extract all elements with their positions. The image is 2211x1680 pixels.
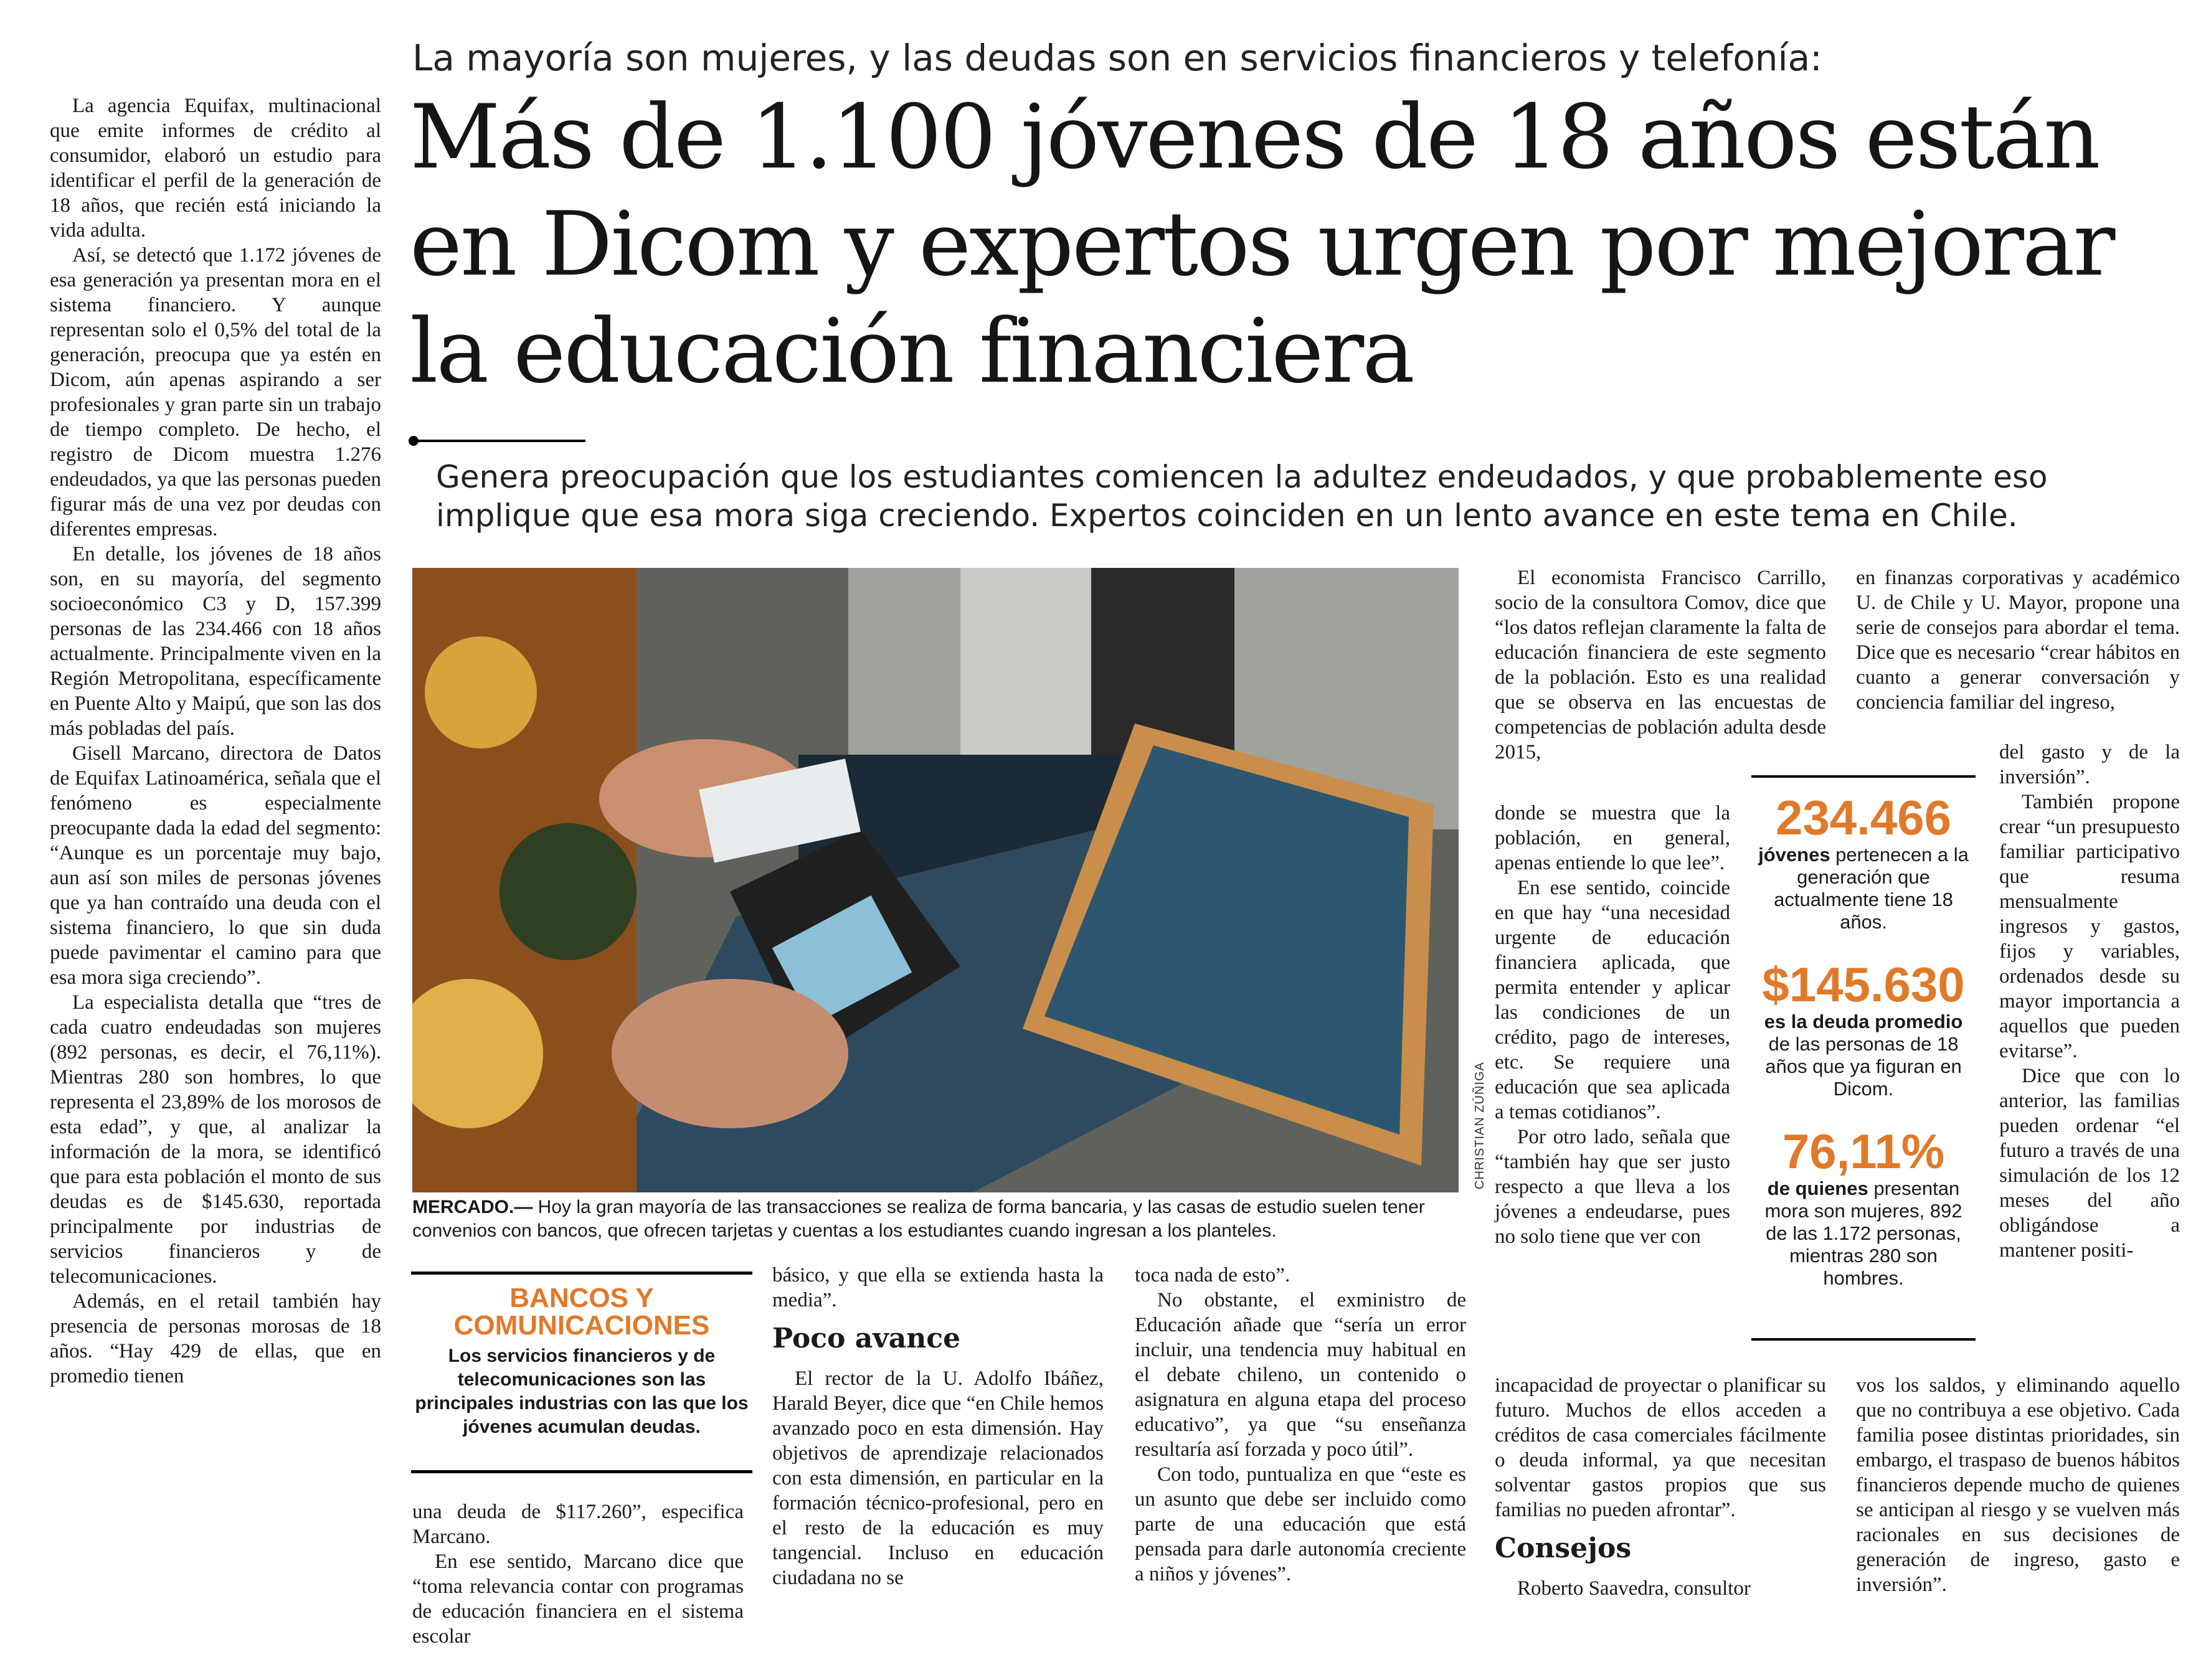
paragraph: Además, en el retail también hay presencia de personas morosas de 18 años. “Hay 429 de ellas, que en promedio tienen xyxy=(50,1290,381,1387)
paragraph: toca nada de esto”. xyxy=(1135,1264,1290,1286)
paragraph: En ese sentido, Marcano dice que “toma relevancia contar con programas de educación financiera en el sistema escolar xyxy=(412,1550,744,1648)
stat-item xyxy=(1751,1125,1976,1290)
paragraph: También propone crear “un presupuesto familiar participativo que resuma mensualmente ingresos y gastos, fijos y variables, ordenados desde su mayor importancia a aquellos que pueden evitarse”. xyxy=(1999,791,2180,1062)
stat-text-bold: jóvenes xyxy=(1758,844,1830,866)
paragraph: básico, y que ella se extienda hasta la media”. xyxy=(772,1264,1104,1311)
paragraph: En ese sentido, coincide en que hay “una necesidad urgente de educación financiera aplicada, que permita entender y aplicar las condiciones de un crédito, pago de intereses, etc. Se requiere una educación que sea aplicada a temas cotidianos”. xyxy=(1495,877,1730,1123)
stat-text xyxy=(1751,844,1976,933)
stat-text-body: de las personas de 18 años que ya figuran en Dicom. xyxy=(1765,1033,1962,1100)
kicker: La mayoría son mujeres, y las deudas son en servicios financieros y telefonía: xyxy=(412,37,1822,79)
stat-text xyxy=(1751,1177,1976,1290)
column-6-bottom xyxy=(1856,1373,2180,1597)
column-6-top xyxy=(1856,565,2180,715)
info-box xyxy=(411,1272,752,1473)
market-photo-illustration xyxy=(412,568,1459,1192)
stats-box xyxy=(1751,775,1976,1341)
paragraph: No obstante, el exministro de Educación añade que “sería un error incluir, una tendencia muy habitual en el debate chileno, un contenido o asignatura en alguna etapa del proceso educativo”, ya que “su enseñanza resultaría así forzada y poco útil”. xyxy=(1135,1289,1466,1461)
stat-item xyxy=(1751,958,1976,1100)
stat-text-body: presentan mora son mujeres, 892 de las 1.172 personas, mientras 280 son hombres. xyxy=(1764,1177,1962,1289)
stat-text-body: pertenecen a la generación que actualmente tiene 18 años. xyxy=(1774,844,1969,933)
stat-text-bold: de quienes xyxy=(1767,1177,1868,1199)
photo-caption xyxy=(412,1196,1465,1243)
section-heading: Consejos xyxy=(1495,1532,1632,1564)
column-5-top xyxy=(1495,565,1826,765)
paragraph: Así, se detectó que 1.172 jóvenes de esa generación ya presentan mora en el sistema financiero. Y aunque representan solo el 0,5% del total de la generación, preocupa que ya estén en Dicom, aún apenas aspirando a ser profesionales y gran parte sin un trabajo de tiempo completo. De hecho, el registro de Dicom muestra 1.276 endeudados, ya que las personas pueden figurar más de una vez por deudas con diferentes empresas. xyxy=(50,244,381,540)
caption-text: Hoy la gran mayoría de las transacciones se realiza de forma bancaria, y las casas de estudio suelen tener convenios con bancos, que ofrecen tarjetas y cuentas a los estudiantes cuando ingresan a los planteles. xyxy=(412,1197,1425,1241)
paragraph: Dice que con lo anterior, las familias pueden ordenar “el futuro a través de una simulación de los 12 meses del año obligándose a mantener positi- xyxy=(1999,1065,2180,1262)
stat-item xyxy=(1751,791,1976,933)
paragraph: En detalle, los jóvenes de 18 años son, en su mayoría, del segmento socioeconómico C3 y D, 157.399 personas de las 234.466 con 18 años actualmente. Principalmente viven en la Región Metropolitana, específicamente en Puente Alto y Maipú, que son las dos más pobladas del país. xyxy=(50,543,381,740)
caption-label: MERCADO.— xyxy=(412,1197,533,1217)
info-box-title: BANCOS Y COMUNICACIONES xyxy=(453,1283,710,1341)
column-1 xyxy=(50,93,381,1389)
paragraph: La agencia Equifax, multinacional que emite informes de crédito al consumidor, elaboró un estudio para identificar el perfil de la generación de 18 años, que recién está iniciando la vida adulta. xyxy=(50,95,381,242)
column-5-bottom xyxy=(1495,1373,1826,1601)
market-photo xyxy=(412,568,1459,1192)
stat-number: $145.630 xyxy=(1762,957,1965,1012)
stat-text-bold: es la deuda promedio xyxy=(1764,1011,1963,1032)
paragraph: La especialista detalla que “tres de cada cuatro endeudadas son mujeres (892 personas, es decir, el 76,11%). Mientras 280 son hombres, lo que representa el 23,89% de los morosos de esta edad”, y que, al analizar la información de la mora, se identificó que para esta población el monto de sus deudas es de $145.630, reportada principalmente por industrias de servicios financieros y de telecomunicaciones. xyxy=(50,991,381,1288)
paragraph: Roberto Saavedra, consultor xyxy=(1517,1577,1751,1600)
headline: Más de 1.100 jóvenes de 18 años están en Dicom y expertos urgen por mejorar la educación financiera xyxy=(410,86,2114,403)
stat-number: 234.466 xyxy=(1776,790,1951,845)
deck: Genera preocupación que los estudiantes comiencen la adultez endeudados, y que probablemente eso implique que esa mora siga creciendo. Expertos coinciden en un lento avance en este tema en Chile. xyxy=(436,459,2048,534)
paragraph: del gasto y de la inversión”. xyxy=(1999,741,2180,788)
paragraph: Por otro lado, señala que “también hay que ser justo respecto a que lleva a los jóvenes a endeudarse, pues no solo tiene que ver con xyxy=(1495,1126,1730,1248)
info-box-body: Los servicios financieros y de telecomunicaciones son las principales industrias con las que los jóvenes acumulan deudas. xyxy=(415,1346,749,1437)
column-3 xyxy=(772,1263,1104,1590)
paragraph: donde se muestra que la población, en general, apenas entiende lo que lee”. xyxy=(1495,802,1730,874)
paragraph: Con todo, puntualiza en que “este es un asunto que debe ser incluido como parte de una educación que está pensada para darle autonomía creciente a niños y jóvenes”. xyxy=(1135,1463,1466,1585)
paragraph: incapacidad de proyectar o planificar su futuro. Muchos de ellos acceden a créditos de casa comerciales fácilmente o deuda informal, ya que necesitan solventar gastos propios que sus familias no pueden afrontar”. xyxy=(1495,1374,1826,1521)
paragraph: una deuda de $117.260”, especifica Marcano. xyxy=(412,1501,744,1548)
stat-number: 76,11% xyxy=(1782,1124,1945,1179)
paragraph: vos los saldos, y eliminando aquello que no contribuya a ese objetivo. Cada familia posee distintas prioridades, sin embargo, el traspaso de buenos hábitos financieros depende mucho de quienes se anticipan al riesgo y se vuelven más racionales en sus decisiones de generación de ingreso, gasto e inversión”. xyxy=(1856,1374,2180,1596)
paragraph: El rector de la U. Adolfo Ibáñez, Harald Beyer, dice que “en Chile hemos avanzado poco en esta dimensión. Hay objetivos de aprendizaje relacionados con esta dimensión, en particular en la formación técnico-profesional, pero en el resto de la educación es muy tangencial. Incluso en educación ciudadana no se xyxy=(772,1367,1104,1589)
photo-credit: CHRISTIAN ZÚÑIGA xyxy=(1473,1062,1487,1189)
column-6-middle xyxy=(1999,740,2180,1263)
column-5-middle xyxy=(1495,801,1730,1249)
paragraph: Gisell Marcano, directora de Datos de Equifax Latinoamérica, señala que el fenómeno es especialmente preocupante dada la edad del segmento: “Aunque es un porcentaje muy bajo, aun así son miles de personas jóvenes que ya han contraído una deuda con el sistema financiero, lo que sin duda puede pavimentar el camino para que esa mora siga creciendo”. xyxy=(50,742,381,989)
column-4 xyxy=(1135,1263,1466,1587)
column-2 xyxy=(412,1499,744,1649)
stat-text xyxy=(1751,1011,1976,1100)
section-heading: Poco avance xyxy=(772,1323,961,1354)
paragraph: en finanzas corporativas y académico U. de Chile y U. Mayor, propone una serie de consejos para abordar el tema. Dice que es necesario “crear hábitos en cuanto a generar conversación y conciencia familiar del ingreso, xyxy=(1856,567,2180,714)
divider-rule xyxy=(411,440,585,442)
paragraph: El economista Francisco Carrillo, socio de la consultora Comov, dice que “los datos reflejan claramente la falta de educación financiera de este segmento de la población. Esto es una realidad que se observa en las encuestas de competencias de población adulta desde 2015, xyxy=(1495,567,1826,763)
